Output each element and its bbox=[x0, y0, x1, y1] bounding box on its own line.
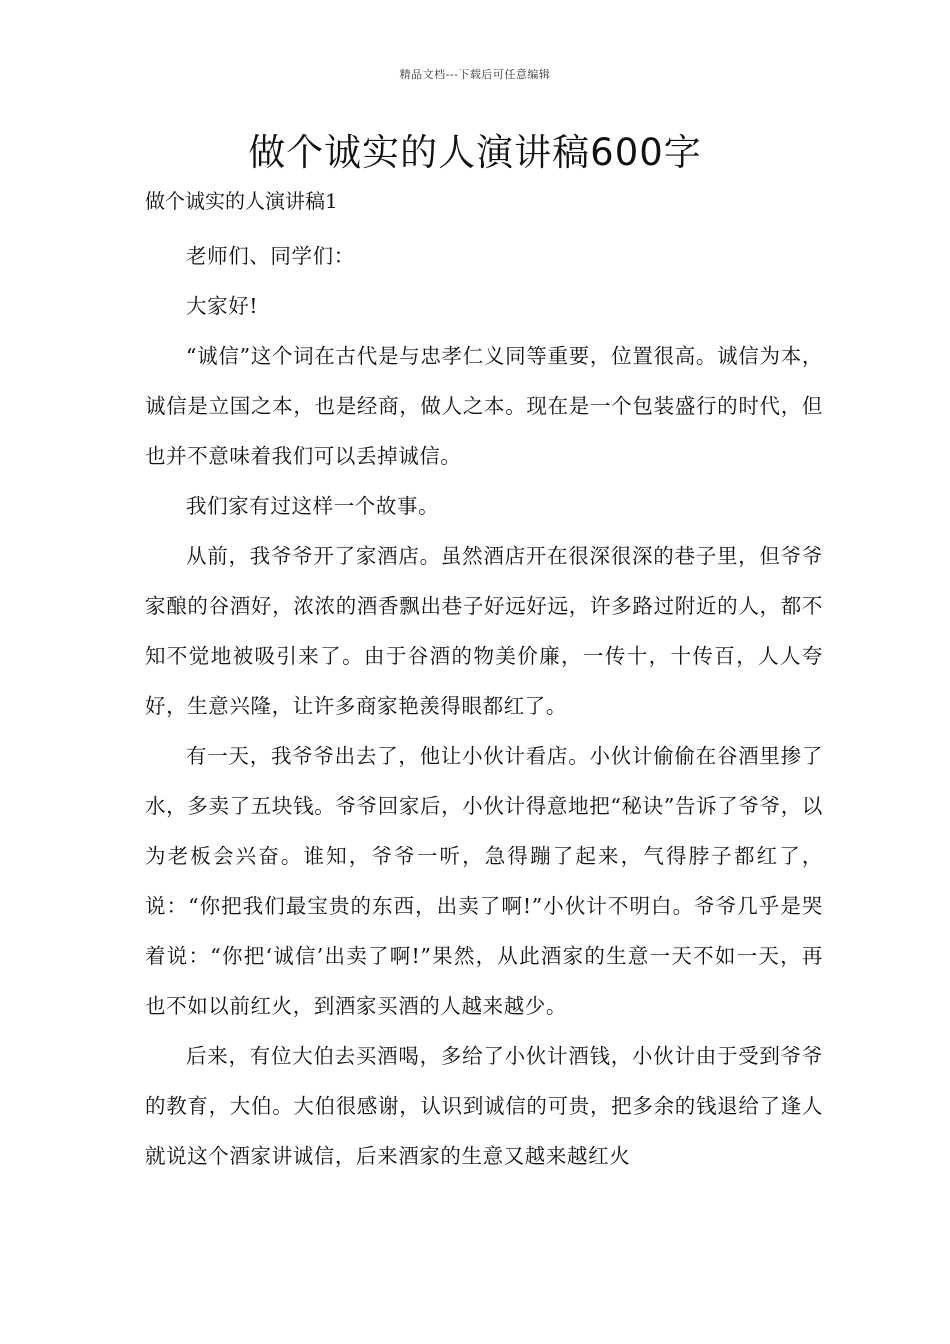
paragraph: 有一天，我爷爷出去了，他让小伙计看店。小伙计偷偷在谷酒里掺了水，多卖了五块钱。爷爷回家后，小伙计得意地把“秘诀”告诉了爷爷，以为老板会兴奋。谁知，爷爷一听，急得蹦了起来，气得脖子都红了，说：“你把我们最宝贵的东西，出卖了啊!”小伙计不明白。爷爷几乎是哭着说：“你把‘诚信’出卖了啊!”果然，从此酒家的生意一天不如一天，再也不如以前红火，到酒家买酒的人越来越少。 bbox=[145, 744, 823, 1018]
paragraph: 我们家有过这样一个故事。 bbox=[186, 494, 440, 518]
paragraph: 从前，我爷爷开了家酒店。虽然酒店开在很深很深的巷子里，但爷爷家酿的谷酒好，浓浓的酒香飘出巷子好远好远，许多路过附近的人，都不知不觉地被吸引来了。由于谷酒的物美价廉，一传十，十传百，人人夸好，生意兴隆，让许多商家艳羡得眼都红了。 bbox=[145, 544, 823, 718]
document-body bbox=[145, 181, 823, 1181]
paragraph: 大家好! bbox=[186, 294, 259, 318]
paragraph: 后来，有位大伯去买酒喝，多给了小伙计酒钱，小伙计由于受到爷爷的教育，大伯。大伯很感谢，认识到诚信的可贵，把多余的钱退给了逢人就说这个酒家讲诚信，后来酒家的生意又越来越红火 bbox=[145, 1044, 823, 1168]
document-title: 做个诚实的人演讲稿600字 bbox=[248, 131, 702, 174]
section-subtitle: 做个诚实的人演讲稿1 bbox=[145, 189, 338, 213]
paragraph: “诚信”这个词在古代是与忠孝仁义同等重要，位置很高。诚信为本，诚信是立国之本，也是经商，做人之本。现在是一个包装盛行的时代，但也并不意味着我们可以丢掉诚信。 bbox=[145, 344, 823, 468]
paragraph: 老师们、同学们： bbox=[186, 244, 355, 268]
header-note: 精品文档---下载后可任意编辑 bbox=[399, 68, 551, 81]
